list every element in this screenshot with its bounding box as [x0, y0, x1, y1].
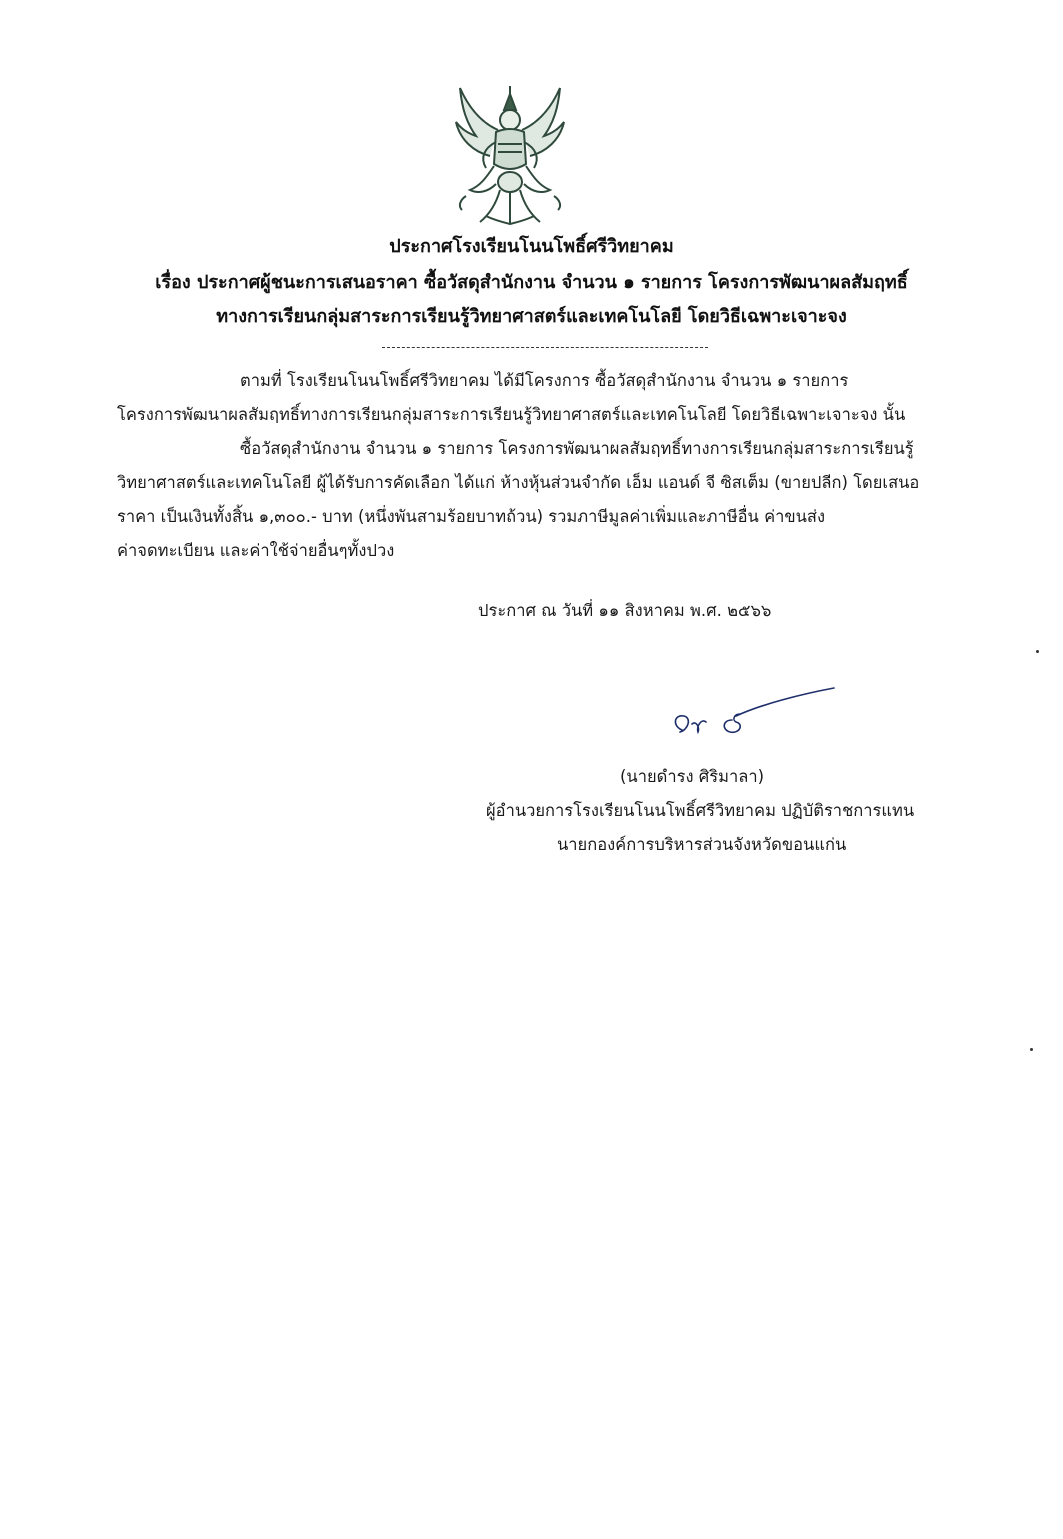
title-divider: [382, 347, 708, 348]
body-line-6: ค่าจดทะเบียน และค่าใช้จ่ายอื่นๆทั้งปวง: [117, 541, 395, 560]
subject-line-1: เรื่อง ประกาศผู้ชนะการเสนอราคา ซื้อวัสดุสำนักงาน จำนวน ๑ รายการ โครงการพัฒนาผลสัมฤทธิ์: [155, 272, 908, 293]
body-line-4: วิทยาศาสตร์และเทคโนโลยี ผู้ได้รับการคัดเลือก ได้แก่ ห้างหุ้นส่วนจำกัด เอ็ม แอนด์ จี ซิสเต็ม (ขายปลีก) โดยเสนอ: [117, 473, 920, 492]
subject-line-2: ทางการเรียนกลุ่มสาระการเรียนรู้วิทยาศาสตร์และเทคโนโลยี โดยวิธีเฉพาะเจาะจง: [216, 306, 847, 327]
scan-speck: [1036, 650, 1039, 653]
body-line-3: ซื้อวัสดุสำนักงาน จำนวน ๑ รายการ โครงการพัฒนาผลสัมฤทธิ์ทางการเรียนกลุ่มสาระการเรียนรู้: [240, 439, 914, 458]
scan-speck: [1030, 1048, 1033, 1051]
handwritten-signature: [662, 680, 842, 750]
body-line-2: โครงการพัฒนาผลสัมฤทธิ์ทางการเรียนกลุ่มสาระการเรียนรู้วิทยาศาสตร์และเทคโนโลยี โดยวิธีเฉพาะเจาะจง นั้น: [117, 405, 906, 424]
announcement-title: ประกาศโรงเรียนโนนโพธิ์ศรีวิทยาคม: [389, 236, 674, 257]
body-line-5: ราคา เป็นเงินทั้งสิ้น ๑,๓๐๐.- บาท (หนึ่งพันสามร้อยบาทถ้วน) รวมภาษีมูลค่าเพิ่มและภาษีอื่น ค่าขนส่ง: [117, 507, 826, 526]
signatory-position-2: นายกองค์การบริหารส่วนจังหวัดขอนแก่น: [557, 835, 847, 854]
body-line-1: ตามที่ โรงเรียนโนนโพธิ์ศรีวิทยาคม ได้มีโครงการ ซื้อวัสดุสำนักงาน จำนวน ๑ รายการ: [240, 371, 849, 390]
signatory-position-1: ผู้อำนวยการโรงเรียนโนนโพธิ์ศรีวิทยาคม ปฏิบัติราชการแทน: [486, 801, 915, 820]
announcement-date: ประกาศ ณ วันที่ ๑๑ สิงหาคม พ.ศ. ๒๕๖๖: [478, 601, 772, 620]
garuda-emblem: [440, 82, 580, 232]
signatory-name: (นายดำรง ศิริมาลา): [620, 767, 765, 786]
